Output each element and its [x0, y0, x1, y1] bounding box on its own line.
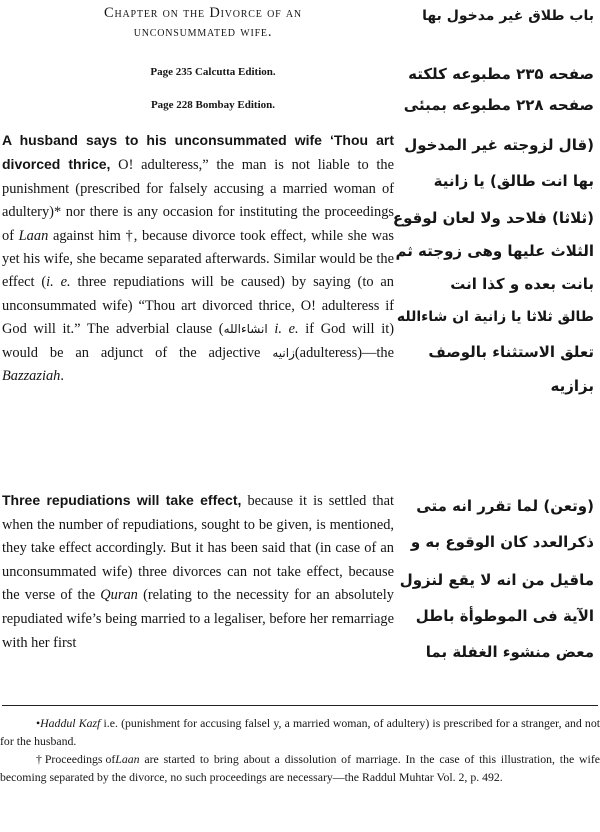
term-laan: Laan	[18, 227, 49, 244]
footnote-marker: •	[36, 716, 41, 730]
arabic-line: (وتعن) لما تقرر انه متى	[416, 497, 594, 515]
arabic-insha-allah: انشاءالله	[223, 322, 268, 337]
footnote-haddul-kazf	[0, 714, 600, 750]
term-quran: Quran	[100, 587, 138, 604]
arabic-line: طالق ثلاثا يا زانية ان شاءالله	[396, 309, 594, 325]
paragraph-unconsummated-wife	[2, 129, 394, 388]
paragraph-text: .	[60, 368, 64, 385]
arabic-line: بها انت طالق) يا زانية	[433, 172, 594, 190]
paragraph-text: (adulteress)—the	[294, 344, 394, 361]
footnote-marker: † Proceedings of	[36, 752, 116, 766]
paragraph-text: if God will it) would be an adjunct of the adjective	[2, 321, 395, 361]
arabic-line: بانت بعده و كذا انت	[450, 275, 594, 293]
arabic-line: معض منشوء الغفلة بما	[425, 643, 594, 661]
chapter-title-line2: unconsummated wife.	[133, 24, 273, 40]
arabic-line: الآية فى الموطوأة باطل	[415, 607, 594, 625]
footnote-divider	[2, 705, 598, 706]
paragraph-text: because it is settled that when the number of repudiations, sought to be given, is mentioned, they take effect accordingly. But it has been said that (in case of an unconsummated wife) three divorces can not take effect, because the verse of the	[2, 493, 394, 604]
paragraph-three-repudiations	[2, 489, 394, 655]
paragraph-lead: A husband says to his unconsummated wife ‘Thou art divorced thrice,	[2, 132, 394, 173]
bombay-edition-ref: Page 228 Bombay Edition.	[150, 99, 276, 111]
arabic-line: صفحه ۲۳۵ مطبوعه كلكته	[408, 65, 594, 83]
paragraph-text: (relating to the necessity for an absolutely repudiated wife’s being married to a legaliser, before her remarriage with her first	[2, 587, 394, 651]
abbr-ie: i. e.	[267, 321, 299, 338]
paragraph-text: three repudiations will be caused) by saying (to an unconsummated wife) “Thou art divorced thrice, O! adulteress if God will it.” The adverbial clause (	[2, 274, 394, 338]
source-bazzaziah: Bazzaziah	[2, 368, 61, 385]
arabic-line: باب طلاق غير مدخول بها	[422, 8, 594, 24]
english-column	[2, 4, 396, 42]
footnote-term: Haddul Kazf	[40, 716, 101, 730]
calcutta-edition-ref: Page 235 Calcutta Edition.	[150, 66, 276, 78]
arabic-zaniya: زانيه	[272, 345, 295, 360]
chapter-title-line1: Chapter on the Divorce of an	[104, 5, 302, 21]
arabic-line: الثلاث عليها وهى زوجته ثم	[395, 242, 594, 260]
paragraph-text: against him †, because divorce took effect, while she was yet his wife, she became separated afterwards. Similar would be the effect (	[2, 227, 394, 291]
footnote-text: i.e. (punishment for accusing falsel y, a married woman, of adultery) is prescribed for a stranger, and not for the husband.	[0, 716, 600, 748]
paragraph-lead: Three repudiations will take effect,	[2, 492, 242, 508]
arabic-line: (قال لزوجته غير المدخول	[404, 136, 594, 154]
arabic-line: ماقيل من انه لا يقع لنزول	[399, 571, 594, 589]
arabic-line: ذكرالعدد كان الوقوع به و	[410, 533, 594, 551]
paragraph-text: O! adulteress,” the man is not liable to the punishment (prescribed for falsely accusing a married woman of adultery)* nor there is any occasion for instituting the proceedings of	[2, 157, 394, 244]
arabic-line: (ثلاثا) فلاحد ولا لعان لوقوع	[392, 209, 594, 227]
footnote-text: are started to bring about a dissolution of marriage. In the case of this illustration, the wife becoming separated by the divorce, no such proceedings are necessary—the Raddul Muhtar Vol. 2, p. 492.	[0, 752, 600, 784]
arabic-line: تعلق الاستثناء بالوصف	[428, 343, 594, 361]
arabic-line: صفحه ۲۲۸ مطبوعه بمبئى	[403, 96, 594, 114]
chapter-title	[10, 4, 396, 42]
footnote-laan	[0, 750, 600, 786]
arabic-line: بزازيه	[550, 377, 594, 395]
abbr-ie: i. e.	[46, 274, 71, 291]
footnote-term: Laan	[115, 752, 140, 766]
